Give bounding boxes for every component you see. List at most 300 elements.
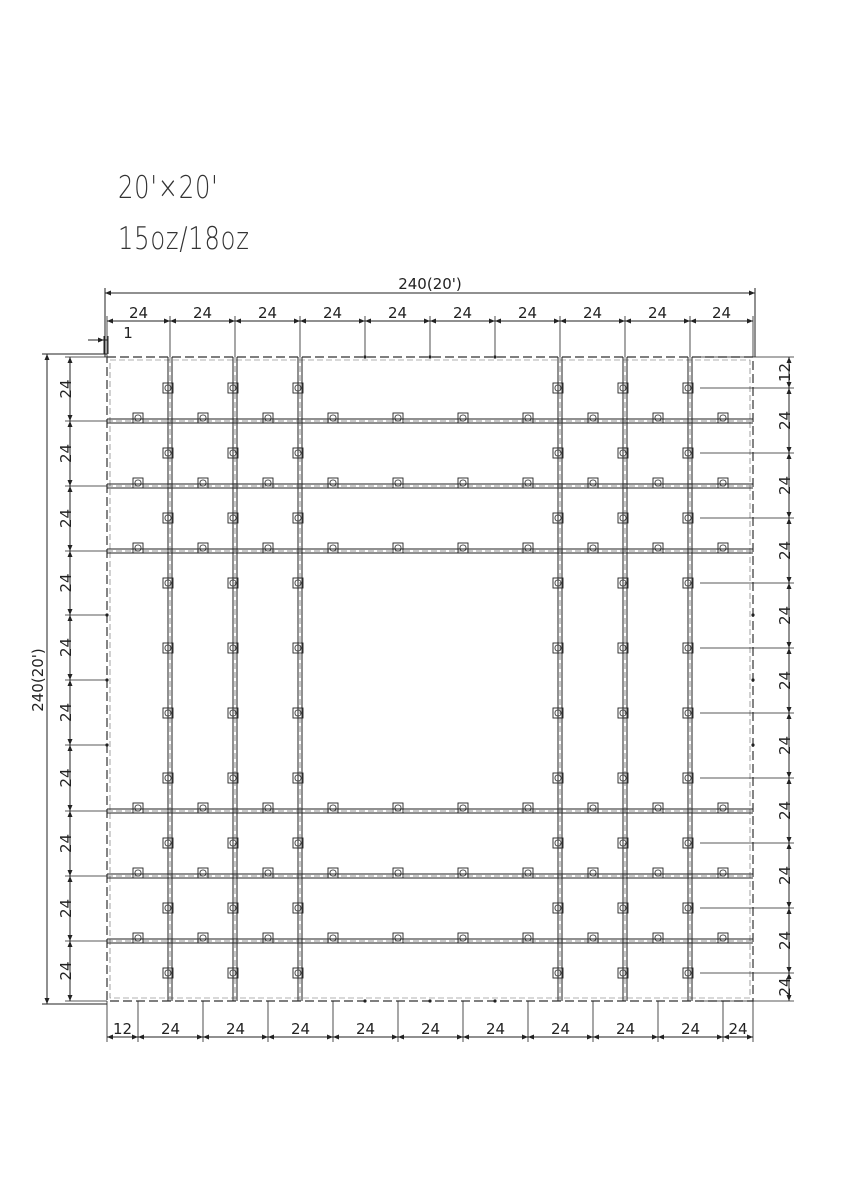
grommet [718,803,728,813]
dimension-arrow [68,421,73,427]
dimension-arrow [787,642,792,648]
right-segment-label: 24 [776,475,794,496]
dimension-arrow [68,486,73,492]
dimension-arrow [528,1035,534,1040]
grommet-inner [525,480,531,486]
dimension-arrow [787,967,792,973]
dimension-arrow [593,1035,599,1040]
top-segment-label: 24 [582,304,603,322]
grommet [328,933,338,943]
top-segment-label: 24 [387,304,408,322]
top-segment-label: 24 [257,304,278,322]
grommet-inner [460,415,466,421]
dimension-arrow [68,805,73,811]
grommet-outer [198,478,208,488]
grommet-inner [265,935,271,941]
grommet-inner [590,805,596,811]
dimension-arrow [424,319,430,324]
grommet [393,803,403,813]
dimension-arrow [327,1035,333,1040]
dimension-arrow [787,577,792,583]
grommet [588,478,598,488]
grommet-outer [393,933,403,943]
left-segment-label: 24 [57,508,75,529]
grommet-inner [265,480,271,486]
grommet [718,933,728,943]
grommet-inner [330,545,336,551]
grommet-outer [523,478,533,488]
grommet-inner [265,870,271,876]
dimension-arrow [98,338,104,343]
dimension-arrow [294,319,300,324]
grommet [653,868,663,878]
grommet-outer [393,413,403,423]
grommet [718,543,728,553]
grommet-outer [263,803,273,813]
grommet [198,543,208,553]
grommet-outer [718,803,728,813]
grommet-inner [460,545,466,551]
dimension-arrow [717,1035,723,1040]
grommet-inner [525,870,531,876]
grommet-inner [265,415,271,421]
dimension-arrow [787,518,792,524]
grommet [263,868,273,878]
grommet-outer [393,478,403,488]
grommet [133,803,143,813]
dimension-arrow [787,843,792,849]
grommet-outer [653,478,663,488]
grommet-outer [263,478,273,488]
dimension-arrow [68,551,73,557]
grommet-inner [590,870,596,876]
right-segment-label: 24 [776,540,794,561]
top-segment-label: 24 [128,304,149,322]
top-segment-label: 24 [517,304,538,322]
left-segment-label: 24 [57,961,75,981]
grommet-inner [265,545,271,551]
dimension-arrow [787,648,792,654]
grommet-outer [198,933,208,943]
grommet-outer [523,543,533,553]
top-segment-label: 24 [322,304,343,322]
grommet [588,413,598,423]
material-weight-label: 15oz/18oz [118,221,250,257]
edge-mark [751,678,754,681]
grommet [263,933,273,943]
grommet [718,478,728,488]
dimension-arrow [68,480,73,486]
grommet-outer [588,543,598,553]
dimension-arrow [68,415,73,421]
grommet-outer [393,868,403,878]
grommet [198,868,208,878]
grommet-outer [523,413,533,423]
grommet-outer [588,478,598,488]
edge-mark [751,613,754,616]
dimension-arrow [619,319,625,324]
grommet [133,933,143,943]
dimension-arrow [690,319,696,324]
top-segment-label: 24 [452,304,473,322]
grommet-inner [135,415,141,421]
bottom-segment-label: 24 [290,1020,311,1038]
grommet-inner [395,480,401,486]
grommet-inner [525,545,531,551]
dimension-arrow [68,870,73,876]
dimension-arrow [229,319,235,324]
dimension-arrow [68,935,73,941]
dimension-arrow [787,908,792,914]
dimension-arrow [625,319,631,324]
dimension-arrow [392,1035,398,1040]
grommet-inner [655,415,661,421]
grommet-outer [198,868,208,878]
grommet-inner [655,870,661,876]
grommet [198,803,208,813]
grommet-inner [200,935,206,941]
grommet-inner [525,935,531,941]
dimension-arrow [587,1035,593,1040]
grommet [393,868,403,878]
grommet-outer [328,478,338,488]
dimension-arrow [268,1035,274,1040]
dimension-arrow [203,1035,209,1040]
edge-mark [363,999,366,1002]
grommet-inner [395,870,401,876]
dimension-arrow [787,778,792,784]
grommet-outer [653,868,663,878]
grommet [328,868,338,878]
right-segment-label: 24 [776,410,794,431]
grommet-outer [393,543,403,553]
dimension-arrow [300,319,306,324]
left-segment-label: 24 [57,443,75,464]
grommet-outer [133,803,143,813]
dimension-arrow [787,388,792,394]
grommet-inner [135,870,141,876]
dimension-arrow [652,1035,658,1040]
grommet-inner [460,805,466,811]
grommet-inner [395,805,401,811]
grommet-inner [720,805,726,811]
grommet-inner [460,935,466,941]
grommet-inner [655,545,661,551]
dimension-arrow [787,772,792,778]
top-segment-label: 24 [192,304,213,322]
left-segment-label: 24 [57,702,75,723]
dimension-arrow [68,680,73,686]
grommet-outer [328,933,338,943]
grommet-inner [720,415,726,421]
edge-offset-label: 1 [123,324,133,342]
grommet-outer [718,478,728,488]
grommet-outer [263,543,273,553]
grommet-outer [588,413,598,423]
inner-boundary [110,360,750,998]
bottom-segment-label: 24 [485,1020,506,1038]
dimension-arrow [68,357,73,363]
right-segment-label: 24 [776,865,794,886]
grommet-inner [525,805,531,811]
dimension-arrow [787,453,792,459]
grommet [263,413,273,423]
grommet [133,868,143,878]
top-segment-label: 24 [647,304,668,322]
grommet [263,803,273,813]
grommet-outer [523,933,533,943]
bottom-segment-label: 24 [680,1020,701,1038]
dimension-arrow [787,583,792,589]
left-segment-label: 24 [57,833,75,854]
dimension-arrow [68,876,73,882]
grommet [458,803,468,813]
grommet-outer [458,933,468,943]
grommet-inner [655,935,661,941]
grommet [523,803,533,813]
grommet-outer [263,933,273,943]
grommet-inner [200,870,206,876]
grommet-inner [135,935,141,941]
dimension-arrow [365,319,371,324]
overall-width-label: 240(20') [398,275,462,293]
grommet-inner [655,480,661,486]
grommet [198,478,208,488]
grommet-outer [133,933,143,943]
left-segment-label: 24 [57,768,75,788]
dimension-arrow [749,291,755,296]
grommet [523,868,533,878]
grommet-inner [720,935,726,941]
size-label: 20'×20' [118,170,219,206]
grommet-outer [458,413,468,423]
grommet-inner [330,480,336,486]
grommet-inner [590,545,596,551]
grommet-outer [718,413,728,423]
grommet [133,413,143,423]
right-segment-label: 12 [776,362,794,383]
grommet [393,933,403,943]
right-segment-label: 24 [776,670,794,691]
grommet-inner [720,870,726,876]
grommet-outer [458,478,468,488]
dimension-arrow [197,1035,203,1040]
grommet [458,868,468,878]
dimension-arrow [138,1035,144,1040]
grommet [198,413,208,423]
left-segment-label: 24 [57,637,75,658]
right-segment-label: 24 [776,977,794,997]
left-segment-label: 24 [57,898,75,919]
grommet-inner [265,805,271,811]
dimension-arrow [787,357,792,363]
dimension-arrow [554,319,560,324]
dimension-arrow [560,319,566,324]
dimension-arrow [333,1035,339,1040]
grommet-inner [460,480,466,486]
top-segment-label: 24 [711,304,732,322]
grommet-outer [588,803,598,813]
edge-mark [493,999,496,1002]
dimension-layer [29,275,794,1042]
grommet [523,413,533,423]
dimension-arrow [787,902,792,908]
grommet [393,478,403,488]
dimension-arrow [68,615,73,621]
grommet-inner [330,415,336,421]
grommet-outer [588,868,598,878]
dimension-arrow [45,354,50,360]
bottom-segment-label: 24 [728,1020,748,1038]
dimension-arrow [45,998,50,1004]
right-segment-label: 24 [776,800,794,821]
grommet-outer [653,933,663,943]
grommet [458,933,468,943]
dimension-arrow [489,319,495,324]
dimension-arrow [68,995,73,1001]
grommet [328,478,338,488]
dimension-arrow [787,707,792,713]
grommet-outer [198,413,208,423]
grommet [458,413,468,423]
grommet [718,868,728,878]
grommet-outer [133,413,143,423]
edge-mark [428,999,431,1002]
grommet [393,543,403,553]
grommet-inner [330,935,336,941]
bottom-segment-label: 24 [615,1020,636,1038]
grommet [328,543,338,553]
grommet [198,933,208,943]
grommet-inner [200,545,206,551]
grommet-inner [200,805,206,811]
grommet-outer [653,413,663,423]
grommet [328,803,338,813]
grommet [588,933,598,943]
dimension-arrow [68,941,73,947]
left-segment-label: 24 [57,573,75,593]
grommet-outer [328,803,338,813]
dimension-arrow [430,319,436,324]
dimension-arrow [747,319,753,324]
grommet-inner [460,870,466,876]
dimension-arrow [787,713,792,719]
grommet-inner [330,870,336,876]
dimension-arrow [68,745,73,751]
dimension-arrow [787,512,792,518]
grommet-inner [135,480,141,486]
grommet-outer [653,803,663,813]
grommet-inner [720,545,726,551]
grommet [653,478,663,488]
grommet-outer [328,413,338,423]
grommet-inner [655,805,661,811]
grommet-layer [133,383,728,978]
right-segment-label: 24 [776,930,794,951]
grommet-outer [523,868,533,878]
left-segment-label: 24 [57,379,75,399]
bottom-segment-label: 24 [160,1020,181,1038]
dimension-arrow [522,1035,528,1040]
grommet-outer [718,868,728,878]
grommet-outer [718,543,728,553]
grommet [458,478,468,488]
grommet [653,803,663,813]
grommet-inner [395,415,401,421]
grommet-outer [523,803,533,813]
grommet [653,933,663,943]
grommet [133,543,143,553]
dimension-arrow [262,1035,268,1040]
grommet-outer [133,868,143,878]
grommet-outer [198,803,208,813]
dimension-arrow [359,319,365,324]
dimension-arrow [495,319,501,324]
outer-boundary [107,357,753,1001]
grommet [458,543,468,553]
grommet-outer [263,413,273,423]
grommet [588,868,598,878]
grommet [653,413,663,423]
grommet-outer [458,868,468,878]
dimension-arrow [105,291,111,296]
grommet-outer [133,478,143,488]
dimension-arrow [68,545,73,551]
overall-height-label: 240(20') [29,648,47,712]
grommet-outer [458,543,468,553]
grommet-inner [330,805,336,811]
grommet-inner [590,415,596,421]
dimension-arrow [68,811,73,817]
grommet [133,478,143,488]
dimension-arrow [658,1035,664,1040]
dimension-arrow [170,319,176,324]
grommet [523,933,533,943]
bottom-segment-label: 12 [112,1020,133,1038]
grommet-inner [135,545,141,551]
bottom-segment-label: 24 [355,1020,376,1038]
grommet-inner [395,545,401,551]
dimension-arrow [463,1035,469,1040]
dimension-arrow [68,739,73,745]
grommet-outer [198,543,208,553]
grommet-inner [590,935,596,941]
grommet-outer [718,933,728,943]
dimension-arrow [235,319,241,324]
grommet-inner [135,805,141,811]
grommet [588,803,598,813]
bottom-segment-label: 24 [225,1020,246,1038]
dimension-arrow [787,447,792,453]
grommet [328,413,338,423]
grommet [523,478,533,488]
dimension-arrow [398,1035,404,1040]
dimension-arrow [457,1035,463,1040]
grommet [393,413,403,423]
grommet-inner [720,480,726,486]
grommet-inner [200,415,206,421]
bottom-segment-label: 24 [420,1020,441,1038]
dimension-arrow [164,319,170,324]
grommet-outer [328,868,338,878]
grommet [263,543,273,553]
dimension-arrow [68,674,73,680]
grommet [588,543,598,553]
grommet-inner [525,415,531,421]
dimension-arrow [107,319,113,324]
grommet-outer [328,543,338,553]
grommet-inner [395,935,401,941]
